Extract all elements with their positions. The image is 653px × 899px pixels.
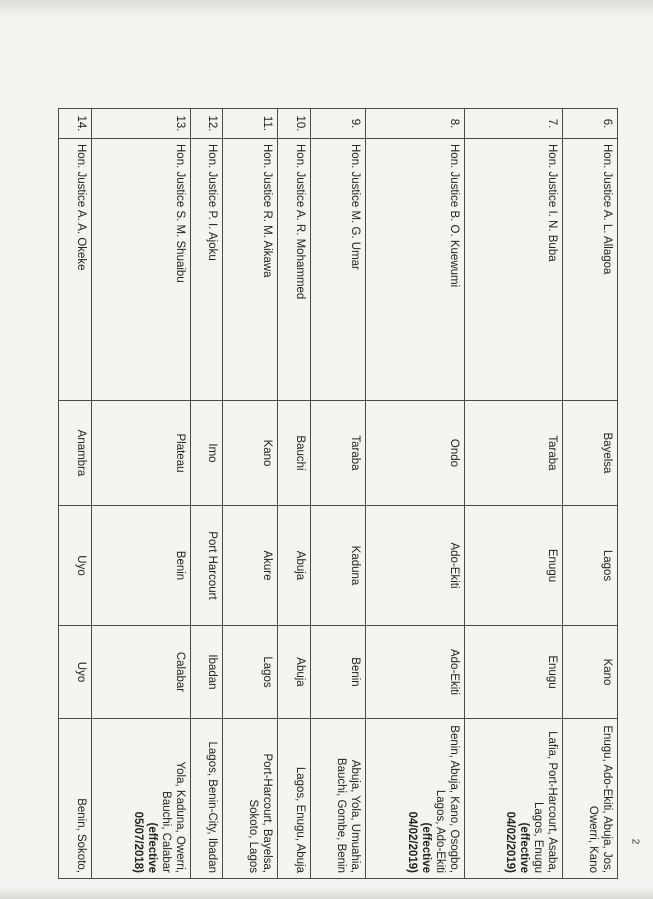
judge-name: Hon. Justice M. G. Umar <box>311 139 366 401</box>
other-divisions <box>311 719 366 879</box>
other-divisions <box>563 719 618 879</box>
effective-date: 04/02/2019) <box>504 811 517 873</box>
judge-name: Hon. Justice B. O. Kuewumi <box>365 139 464 401</box>
other-divisions <box>223 719 278 879</box>
other-divisions-text: Port-Harcourt, Bayelsa, Sokoto, Lagos <box>247 753 274 873</box>
current-division: Ado-Ekiti <box>365 626 464 719</box>
effective-note <box>405 724 433 873</box>
table-row <box>59 109 92 879</box>
state-of-origin: Anambra <box>59 401 92 506</box>
current-division: Ibadan <box>190 626 223 719</box>
judge-name: Hon. Justice I. N. Buba <box>464 139 563 401</box>
table-row <box>464 109 563 879</box>
judge-name: Hon. Justice P. I. Ajoku <box>190 139 223 401</box>
current-division: Lagos <box>223 626 278 719</box>
other-divisions <box>190 719 223 879</box>
judges-table-rotated <box>58 108 618 878</box>
effective-note <box>131 724 159 873</box>
scan-top-edge <box>0 0 653 18</box>
current-division: Abuja <box>278 626 311 719</box>
serial-number: 8. <box>365 109 464 139</box>
other-divisions <box>59 719 92 879</box>
table-row <box>365 109 464 879</box>
other-divisions-text: Lagos, Benin-City, Ibadan <box>206 741 219 873</box>
judge-name: Hon. Justice A. R. Mohammed <box>278 139 311 401</box>
scan-bottom-edge <box>0 887 653 899</box>
current-division: Uyo <box>59 626 92 719</box>
state-of-origin: Kano <box>223 401 278 506</box>
division: Uyo <box>59 506 92 626</box>
page-number: 2 <box>629 838 641 845</box>
table-row <box>223 109 278 879</box>
judge-name: Hon. Justice A. L. Allagoa <box>563 139 618 401</box>
effective-note <box>503 724 531 873</box>
division: Benin <box>91 506 190 626</box>
division: Akure <box>223 506 278 626</box>
division: Ado-Ekiti <box>365 506 464 626</box>
judge-name: Hon. Justice A. A. Okeke <box>59 139 92 401</box>
current-division: Kano <box>563 626 618 719</box>
other-divisions-text: Enugu, Ado-Ekiti, Abuja, Jos, Owerri, Kano <box>586 725 613 873</box>
division: Enugu <box>464 506 563 626</box>
state-of-origin: Bayelsa <box>563 401 618 506</box>
state-of-origin: Plateau <box>91 401 190 506</box>
table-row <box>91 109 190 879</box>
effective-date: 05/07/2018) <box>131 811 144 873</box>
other-divisions-text: Lagos, Enugu, Abuja <box>294 766 307 873</box>
division: Kaduna <box>311 506 366 626</box>
other-divisions-text: Abuja, Yola, Umuahia, Bauchi, Gombe, Benin <box>334 757 361 873</box>
state-of-origin: Imo <box>190 401 223 506</box>
serial-number: 7. <box>464 109 563 139</box>
other-divisions <box>464 719 563 879</box>
other-divisions <box>278 719 311 879</box>
judges-table <box>58 108 618 879</box>
state-of-origin: Taraba <box>464 401 563 506</box>
current-division: Calabar <box>91 626 190 719</box>
judge-name: Hon. Justice S. M. Shuaibu <box>91 139 190 401</box>
effective-label: (effective <box>145 822 158 873</box>
effective-label: (effective <box>419 822 432 873</box>
serial-number: 9. <box>311 109 366 139</box>
other-divisions-text: Yola, Kaduna, Owerri, Bauchi, Calabar <box>159 761 186 873</box>
effective-label: (effective <box>518 822 531 873</box>
table-row <box>190 109 223 879</box>
division: Lagos <box>563 506 618 626</box>
other-divisions-text: Benin, Abuja, Kano, Osogbo, Lagos, Ado-Ekiti <box>433 725 460 873</box>
serial-number: 14. <box>59 109 92 139</box>
division: Port Harcourt <box>190 506 223 626</box>
judge-name: Hon. Justice R. M. Aikawa <box>223 139 278 401</box>
serial-number: 6. <box>563 109 618 139</box>
table-row <box>278 109 311 879</box>
serial-number: 13. <box>91 109 190 139</box>
table-row <box>563 109 618 879</box>
other-divisions <box>91 719 190 879</box>
state-of-origin: Taraba <box>311 401 366 506</box>
state-of-origin: Ondo <box>365 401 464 506</box>
serial-number: 11. <box>223 109 278 139</box>
other-divisions-text: Lafia, Port-Harcourt, Asaba, Lagos, Enugu <box>532 731 559 873</box>
current-division: Enugu <box>464 626 563 719</box>
state-of-origin: Bauchi <box>278 401 311 506</box>
other-divisions <box>365 719 464 879</box>
current-division: Benin <box>311 626 366 719</box>
division: Abuja <box>278 506 311 626</box>
serial-number: 10. <box>278 109 311 139</box>
other-divisions-text: Benin, Sokoto, <box>74 798 87 873</box>
table-row <box>311 109 366 879</box>
serial-number: 12. <box>190 109 223 139</box>
effective-date: 04/02/2019) <box>405 811 418 873</box>
